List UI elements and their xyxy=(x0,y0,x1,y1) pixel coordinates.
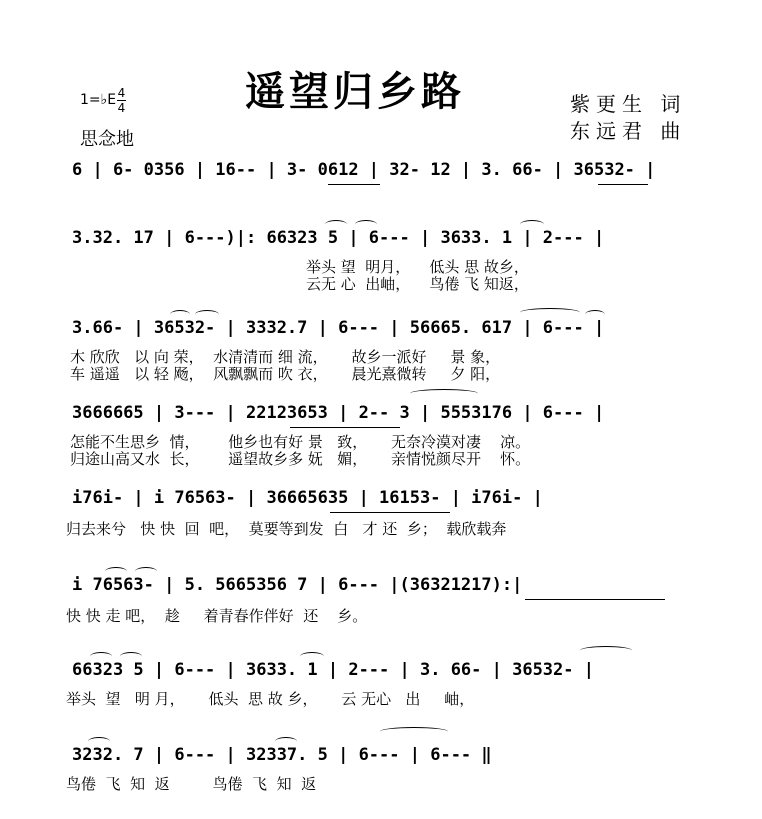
lyrics-verse-1: 鸟倦 飞 知 返 鸟倦 飞 知 返 xyxy=(66,775,317,793)
notation-line-7: 66323 5 | 6--- | 3633. 1 | 2--- | 3. 66- | 36532- | xyxy=(72,660,594,680)
beam xyxy=(328,184,380,185)
key-signature: 1=♭E xyxy=(80,92,117,108)
beam xyxy=(598,184,648,185)
slur xyxy=(325,220,347,229)
notation-line-6: i 76563- | 5. 5665356 7 | 6--- |(36321217):| xyxy=(72,575,523,595)
time-signature xyxy=(117,86,126,115)
notation-line-1: 6 | 6- 0356 | 16-- | 3- 0612 | 32- 12 | 3. 66- | 36532- | xyxy=(72,160,656,180)
notation-line-5: i76i- | i 76563- | 36665635 | 16153- | i76i- | xyxy=(72,488,543,508)
slur xyxy=(520,308,580,317)
slur xyxy=(170,310,190,319)
slur xyxy=(355,220,377,229)
slur xyxy=(90,652,112,661)
slur xyxy=(135,567,157,576)
lyrics-verse-2: 归途山高又水 长， 遥望故乡多 妩 媚， 亲情悦颜尽开 怀。 xyxy=(70,450,531,468)
slur xyxy=(380,727,448,736)
time-signature-bottom: 4 xyxy=(117,101,126,115)
lyricist-credit: 紫更生 词 xyxy=(570,92,687,116)
beam xyxy=(330,512,450,513)
slur xyxy=(585,310,605,319)
lyrics-verse-1: 举头 望 明 月， 低头 思 故 乡， 云 无心 出 岫， xyxy=(66,690,475,708)
notation-line-3: 3.66- | 36532- | 3332.7 | 6--- | 56665. 617 | 6--- | xyxy=(72,318,605,338)
notation-line-4: 3666665 | 3--- | 22123653 | 2-- 3 | 5553176 | 6--- | xyxy=(72,403,605,423)
beam xyxy=(525,599,665,600)
lyrics-verse-1: 木 欣欣 以 向 荣， 水清清而 细 流， 故乡一派好 景 象， xyxy=(70,348,501,366)
lyrics-verse-2: 车 遥遥 以 轻 飏， 风飘飘而 吹 衣， 晨光熹微转 夕 阳， xyxy=(70,365,501,383)
slur xyxy=(195,310,219,319)
slur xyxy=(520,220,544,229)
song-title: 遥望归乡路 xyxy=(245,68,465,115)
lyrics-verse-1: 归去来兮 快 快 回 吧， 莫要等到发 白 才 还 乡； 载欣载奔 xyxy=(66,520,507,538)
slur xyxy=(410,389,478,398)
time-signature-top: 4 xyxy=(117,86,126,100)
lyrics-verse-2: 云无 心 出岫， 鸟倦 飞 知返， xyxy=(306,275,529,293)
notation-line-8: 3232. 7 | 6--- | 32337. 5 | 6--- | 6--- ‖ xyxy=(72,745,492,765)
slur xyxy=(120,652,142,661)
notation-line-2: 3.32. 17 | 6---)|: 66323 5 | 6--- | 3633. 1 | 2--- | xyxy=(72,228,605,248)
tempo-marking: 思念地 xyxy=(80,129,134,150)
lyrics-verse-1: 举头 望 明月， 低头 思 故乡， xyxy=(306,258,529,276)
composer-credit: 东远君 曲 xyxy=(570,119,687,143)
lyrics-verse-1: 快 快 走 吧， 趁 着青春作伴好 还 乡。 xyxy=(66,607,368,625)
slur xyxy=(580,646,632,655)
beam xyxy=(290,427,400,428)
slur xyxy=(105,567,127,576)
slur xyxy=(88,737,110,746)
lyrics-verse-1: 怎能不生思乡 情， 他乡也有好 景 致， 无奈冷漠对凄 凉。 xyxy=(70,433,531,451)
slur xyxy=(300,652,324,661)
slur xyxy=(275,737,297,746)
